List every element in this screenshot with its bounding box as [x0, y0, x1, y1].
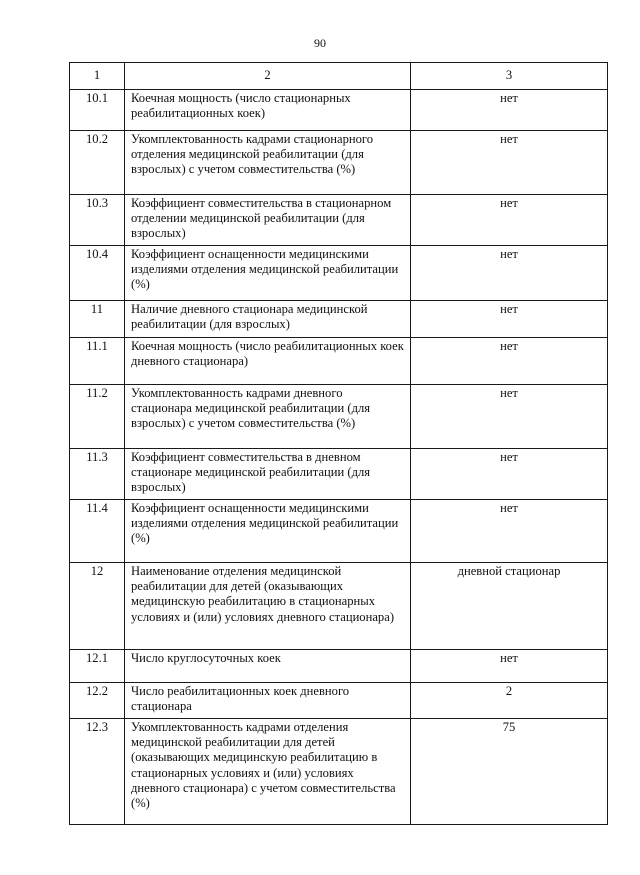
column-header-3: 3 [411, 63, 608, 90]
table-row [70, 449, 608, 500]
row-number: 11.1 [70, 338, 125, 385]
column-header-1: 1 [70, 63, 125, 90]
indicator-label: Число реабилитационных коек дневного стационара [125, 683, 411, 719]
indicator-label: Укомплектованность кадрами дневного стационара медицинской реабилитации (для взрослых) с учетом совместительства (%) [125, 385, 411, 449]
row-number: 11.4 [70, 500, 125, 563]
row-number: 10.1 [70, 90, 125, 131]
indicator-value: нет [411, 385, 608, 449]
table-row [70, 338, 608, 385]
indicator-label: Коэффициент оснащенности медицинскими изделиями отделения медицинской реабилитации (%) [125, 246, 411, 301]
table-row [70, 301, 608, 338]
row-number: 11 [70, 301, 125, 338]
indicator-value: нет [411, 246, 608, 301]
table-row [70, 195, 608, 246]
indicator-table [69, 62, 608, 825]
table-row [70, 719, 608, 825]
table-header-row [70, 63, 608, 90]
indicator-value: нет [411, 195, 608, 246]
indicator-label: Укомплектованность кадрами отделения медицинской реабилитации для детей (оказывающих медицинскую реабилитацию в стационарных условиях и (или) условиях дневного стационара) с учетом совместительства (%) [125, 719, 411, 825]
indicator-label: Наличие дневного стационара медицинской реабилитации (для взрослых) [125, 301, 411, 338]
table-row [70, 131, 608, 195]
row-number: 10.2 [70, 131, 125, 195]
indicator-value: 2 [411, 683, 608, 719]
table-row [70, 500, 608, 563]
table-row [70, 563, 608, 650]
row-number: 12.3 [70, 719, 125, 825]
indicator-label: Укомплектованность кадрами стационарного отделения медицинской реабилитации (для взрослых) с учетом совместительства (%) [125, 131, 411, 195]
indicator-label: Коэффициент совместительства в дневном стационаре медицинской реабилитации (для взрослых) [125, 449, 411, 500]
indicator-label: Коечная мощность (число реабилитационных коек дневного стационара) [125, 338, 411, 385]
row-number: 11.3 [70, 449, 125, 500]
page-number: 90 [314, 36, 326, 50]
column-header-2: 2 [125, 63, 411, 90]
row-number: 12.2 [70, 683, 125, 719]
indicator-value: нет [411, 500, 608, 563]
indicator-value: нет [411, 90, 608, 131]
indicator-value: нет [411, 449, 608, 500]
indicator-value: 75 [411, 719, 608, 825]
row-number: 10.3 [70, 195, 125, 246]
indicator-label: Число круглосуточных коек [125, 650, 411, 683]
indicator-value: дневной стационар [411, 563, 608, 650]
row-number: 10.4 [70, 246, 125, 301]
table-row [70, 385, 608, 449]
row-number: 12 [70, 563, 125, 650]
indicator-value: нет [411, 650, 608, 683]
indicator-label: Коэффициент совместительства в стационарном отделении медицинской реабилитации (для взрослых) [125, 195, 411, 246]
row-number: 12.1 [70, 650, 125, 683]
table-row [70, 90, 608, 131]
indicator-label: Коэффициент оснащенности медицинскими изделиями отделения медицинской реабилитации (%) [125, 500, 411, 563]
indicator-value: нет [411, 338, 608, 385]
indicator-value: нет [411, 131, 608, 195]
table-row [70, 650, 608, 683]
table-row [70, 683, 608, 719]
table-row [70, 246, 608, 301]
indicator-value: нет [411, 301, 608, 338]
indicator-label: Наименование отделения медицинской реабилитации для детей (оказывающих медицинскую реабилитацию в стационарных условиях и (или) условиях дневного стационара) [125, 563, 411, 650]
row-number: 11.2 [70, 385, 125, 449]
indicator-label: Коечная мощность (число стационарных реабилитационных коек) [125, 90, 411, 131]
